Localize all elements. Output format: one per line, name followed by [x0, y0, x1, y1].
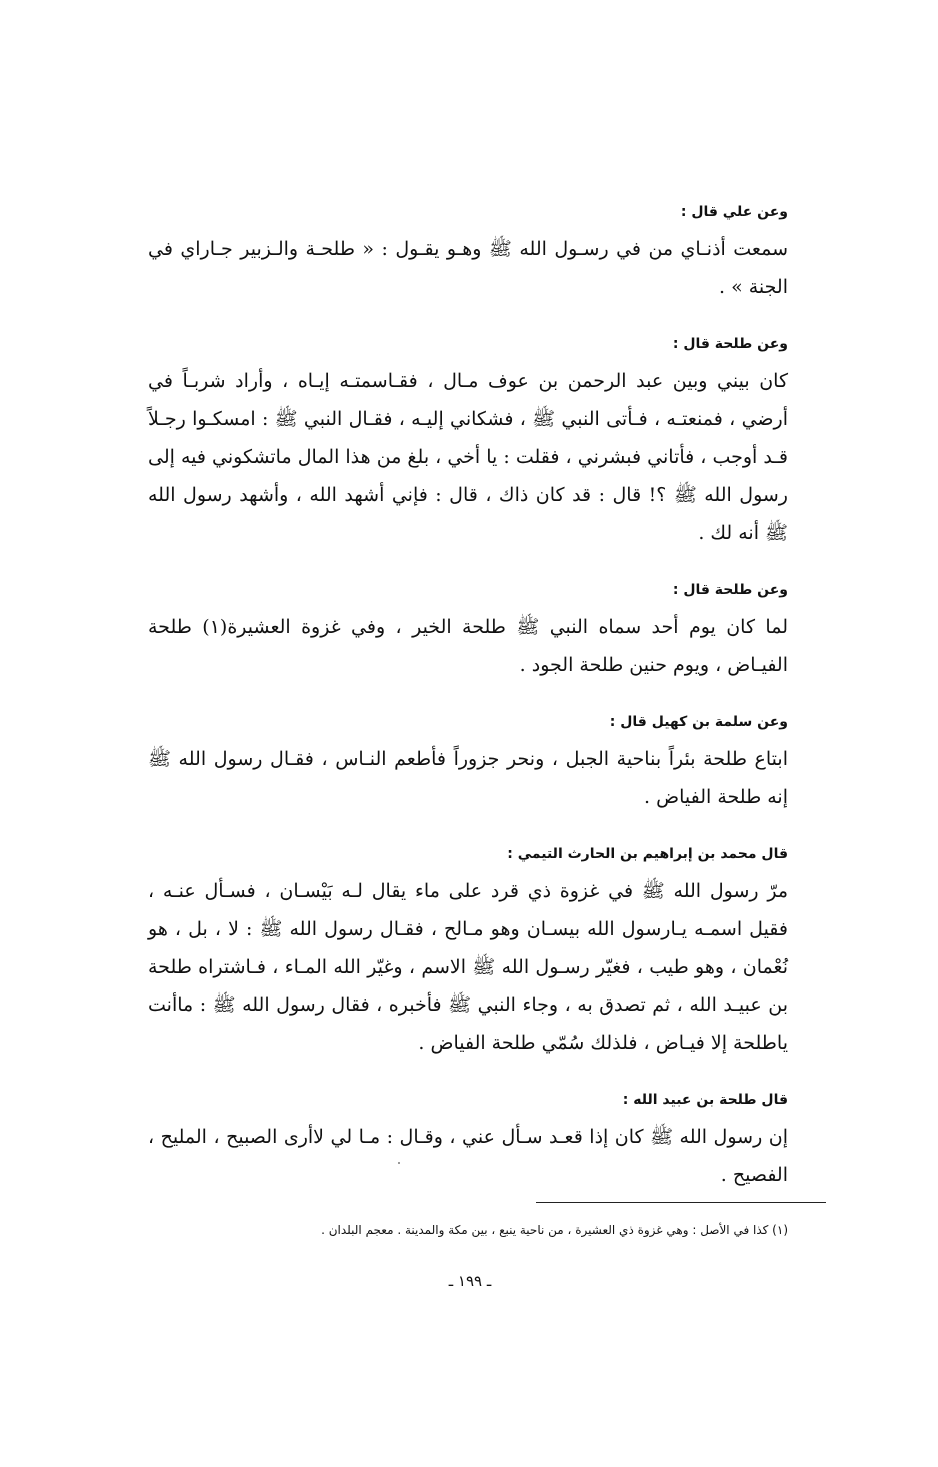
- section-heading: وعن علي قال :: [680, 204, 788, 220]
- section-heading: قال محمد بن إبراهيم بن الحارث التيمي :: [507, 846, 788, 862]
- section-text: إن رسول الله ﷺ كان إذا قعـد سـأل عني ، وقـال : مـا لي لاأرى الصبيح ، المليح ، الفصيح .: [148, 1126, 788, 1186]
- section-muhammad: [148, 842, 788, 1062]
- page-number: ـ ١٩٩ ـ: [448, 1272, 492, 1290]
- page-content: [148, 200, 788, 1220]
- speck-mark: [398, 1162, 400, 1164]
- section-ali: [148, 200, 788, 306]
- footnote-divider: [536, 1202, 826, 1203]
- section-text: سمعت أذنـاي من في رسـول الله ﷺ وهـو يقـول : « طلحـة والـزبير جـاراي في الجنة » .: [148, 238, 788, 298]
- section-salama: [148, 710, 788, 816]
- section-text: مرّ رسول الله ﷺ في غزوة ذي قرد على ماء يقال لـه بَيْسـان ، فسـأل عنـه ، فقيل اسمـه يـارسول الله بيسـان وهو مـالح ، فقـال رسول الله ﷺ : لا ، بل ، هو نُعْمان ، وهو طيب ، فغيّر رسـول الله ﷺ الاسم ، وغيّر الله المـاء ، فـاشتراه طلحة بن عبيـد الله ، ثم تصدق به ، وجاء النبي ﷺ فأخبره ، فقال رسول الله ﷺ : ماأنت ياطلحة إلا فيـاض ، فلذلك سُمّي طلحة الفياض .: [148, 880, 788, 1054]
- section-heading: قال طلحة بن عبيد الله :: [622, 1092, 788, 1108]
- section-talha-1: [148, 332, 788, 552]
- section-heading: وعن طلحة قال :: [672, 582, 788, 598]
- section-heading: وعن سلمة بن كهيل قال :: [609, 714, 788, 730]
- section-talha-2: [148, 578, 788, 684]
- section-text: ابتاع طلحة بئراً بناحية الجبل ، ونحر جزوراً فأطعم النـاس ، فقـال رسول الله ﷺ إنه طلحة الفياض .: [148, 748, 788, 808]
- section-text: لما كان يوم أحد سماه النبي ﷺ طلحة الخير ، وفي غزوة العشيرة(١) طلحة الفيـاض ، ويوم حنين طلحة الجود .: [148, 616, 788, 676]
- footnote: (١) كذا في الأصل : وهي غزوة ذي العشيرة ، من ناحية ينبع ، بين مكة والمدينة . معجم البلدان .: [321, 1223, 788, 1237]
- section-text: كان بيني وبين عبد الرحمن بن عوف مـال ، فقـاسمتـه إيـاه ، وأراد شربـاً في أرضي ، فمنعتـه ، فـأتى النبي ﷺ ، فشكاني إليـه ، فقـال النبي ﷺ : امسكـوا رجـلاً قـد أوجب ، فأتاني فبشرني ، فقلت : يا أخي ، بلغ من هذا المال ماتشكوني فيه إلى رسول الله ﷺ ؟! قال : قد كان ذاك ، قال : فإني أشهد الله ، وأشهد رسول الله ﷺ أنه لك .: [148, 370, 789, 544]
- section-heading: وعن طلحة قال :: [672, 336, 788, 352]
- section-talha-3: [148, 1088, 788, 1194]
